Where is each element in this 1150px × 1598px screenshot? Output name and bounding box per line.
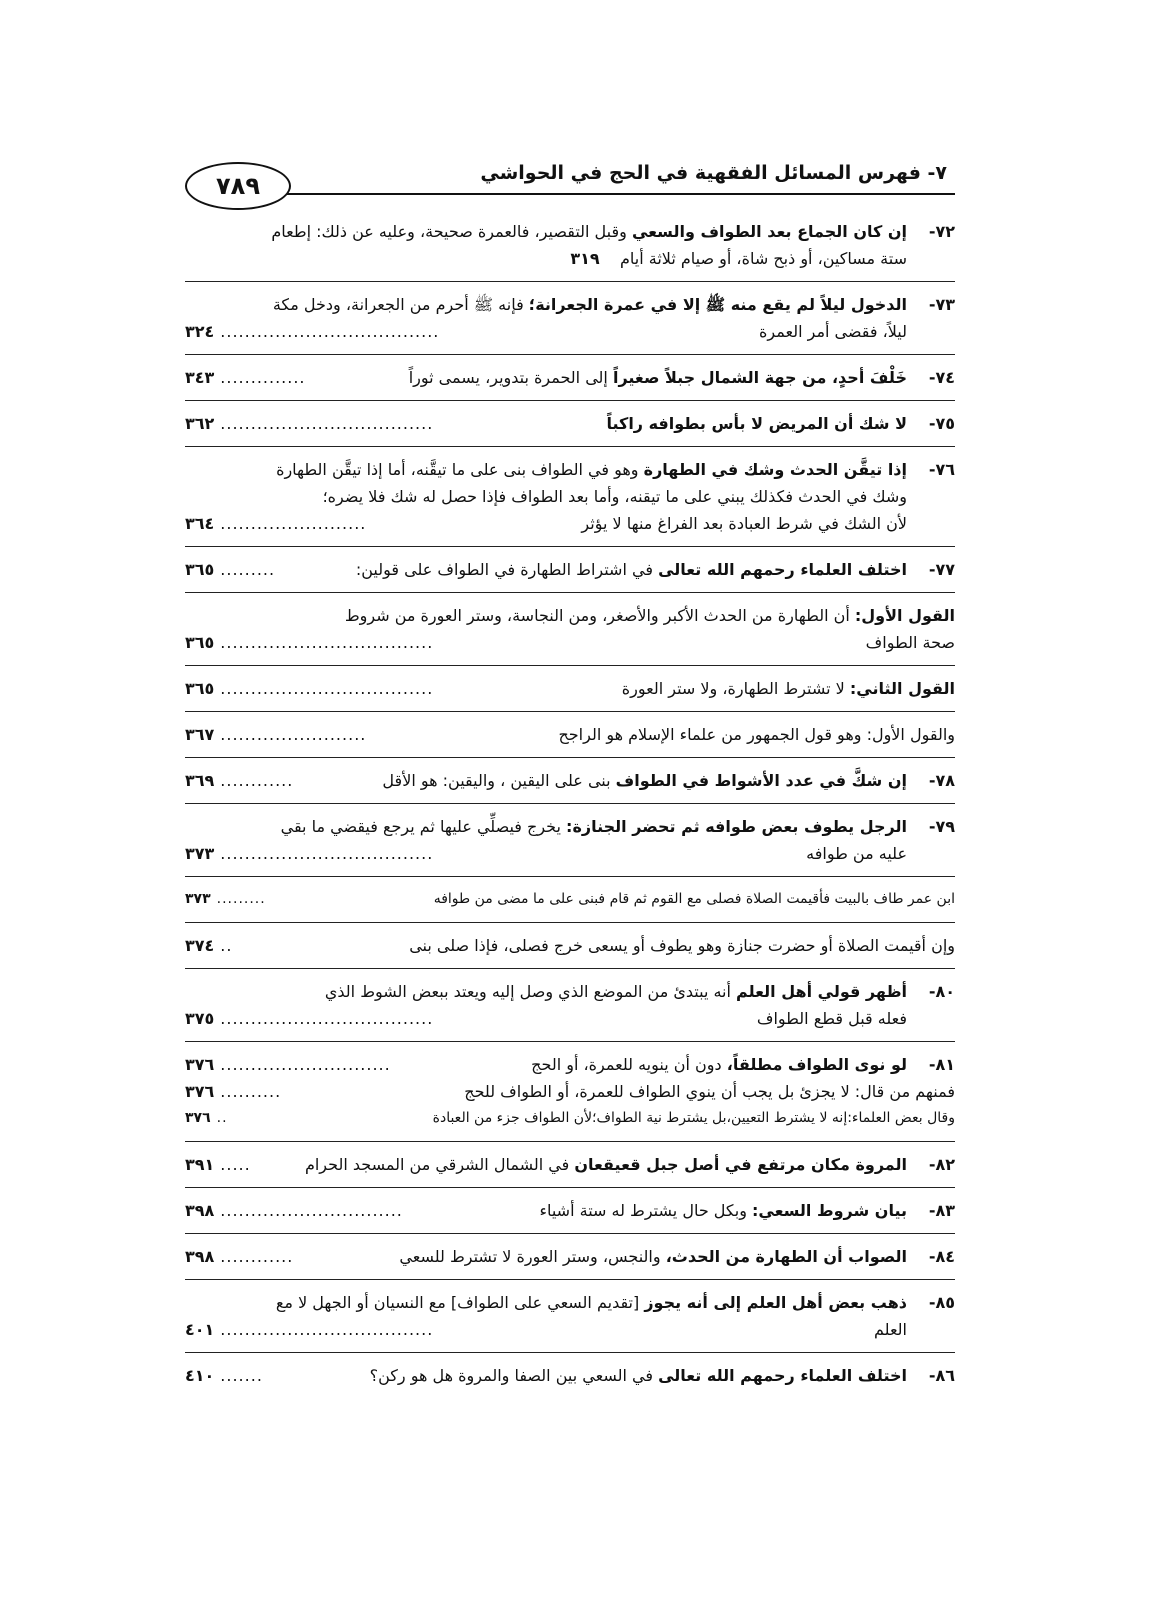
entry-number: ٨٥- — [928, 1293, 955, 1312]
index-entry-84 — [185, 1243, 955, 1270]
entry-text: العلم — [874, 1320, 907, 1339]
index-entry-86 — [185, 1362, 955, 1389]
entry-text: بنى على اليقين ، واليقين: هو الأقل — [382, 771, 616, 790]
entry-text: وإن أقيمت الصلاة أو حضرت جنازة وهو يطوف أو يسعى خرج فصلى، فإذا صلى بنى — [409, 936, 955, 955]
entry-text: أنه يبتدئ من الموضع الذي وصل إليه ويعتد ببعض الشوط الذي — [324, 982, 737, 1001]
entry-page-ref: ٣٧٦ — [185, 1055, 215, 1074]
entry-divider — [185, 968, 955, 969]
entry-bold-text: لا شك أن المريض لا بأس بطوافه راكباً — [606, 414, 907, 433]
entry-bold-text: اختلف العلماء رحمهم الله تعالى — [658, 1366, 907, 1385]
leader-dots: ................................... — [220, 1009, 434, 1028]
entry-page-ref: ٣٦٧ — [185, 725, 215, 744]
entry-text: أن الطهارة من الحدث الأكبر والأصغر، ومن النجاسة، وستر العورة من شروط — [344, 606, 855, 625]
entry-text: في اشتراط الطهارة في الطواف على قولين: — [355, 560, 659, 579]
leader-dots: .............................. — [220, 1201, 403, 1220]
leader-dots: .............. — [220, 368, 306, 387]
entry-number: ٨٢- — [928, 1155, 955, 1174]
entry-divider — [185, 400, 955, 401]
index-entry-82 — [185, 1151, 955, 1178]
index-entry-81 — [185, 1051, 955, 1078]
entry-bold-text: خَلْفَ أحدٍ، من جهة الشمال جبلاً صغيراً — [612, 368, 907, 387]
entry-divider — [185, 1141, 955, 1142]
entry-divider — [185, 876, 955, 877]
leader-dots: ......... — [220, 560, 276, 579]
entry-text: [تقديم السعي على الطواف] مع النسيان أو الجهل لا مع — [275, 1293, 645, 1312]
entry-bold-text: المروة مكان مرتفع في أصل جبل قعيقعان — [574, 1155, 907, 1174]
entry-text: في الشمال الشرقي من المسجد الحرام — [304, 1155, 575, 1174]
index-subentry-second-opinion — [185, 675, 955, 702]
entry-number: ٧٥- — [928, 414, 955, 433]
entry-text: في السعي بين الصفا والمروة هل هو ركن؟ — [369, 1366, 659, 1385]
entry-bold-text: لو نوى الطواف مطلقاً، — [726, 1055, 907, 1074]
entry-text: صحة الطواف — [865, 633, 955, 652]
entry-number: ٨٠- — [928, 982, 955, 1001]
entry-page-ref: ٣٦٥ — [185, 679, 215, 698]
entry-page-ref: ٣٧٤ — [185, 936, 215, 955]
entry-text: وقال بعض العلماء:إنه لا يشترط التعيين،بل يشترط نية الطواف؛لأن الطواف جزء من العبادة — [432, 1110, 955, 1126]
entry-page-ref: ٣٦٥ — [185, 633, 215, 652]
entry-page-ref: ٣٩١ — [185, 1155, 215, 1174]
entry-divider — [185, 711, 955, 712]
entry-page-ref: ٤١٠ — [185, 1366, 215, 1385]
leader-dots: ............ — [220, 1247, 294, 1266]
entry-page-ref: ٣٧٣ — [185, 844, 215, 863]
entry-divider — [185, 803, 955, 804]
entry-text: فإنه ﷺ أحرم من الجعرانة، ودخل مكة — [272, 295, 529, 314]
entry-page-ref: ٣٢٤ — [185, 322, 215, 341]
entry-bold-text: إن كان الجماع بعد الطواف والسعي — [631, 222, 907, 241]
leader-dots: ............ — [220, 771, 294, 790]
entry-text: وقبل التقصير، فالعمرة صحيحة، وعليه عن ذلك: إطعام — [271, 222, 632, 241]
entry-page-ref: ٣٧٦ — [185, 1082, 215, 1101]
entry-text: وشك في الحدث فكذلك يبني على ما تيقنه، وأما بعد الطواف فإذا حصل له شك فلا يضره؛ — [322, 487, 907, 506]
leader-dots: .......... — [220, 1082, 282, 1101]
index-subentry-prayer-during-tawaf — [185, 932, 955, 959]
index-entry-77 — [185, 556, 955, 583]
index-entry-85 — [185, 1289, 955, 1343]
entry-number: ٧٣- — [928, 295, 955, 314]
leader-dots: ................................... — [220, 633, 434, 652]
entry-divider — [185, 446, 955, 447]
entry-text: وبكل حال يشترط له ستة أشياء — [539, 1201, 753, 1220]
entry-page-ref: ٣٩٨ — [185, 1201, 215, 1220]
entry-divider — [185, 757, 955, 758]
entry-page-ref: ٤٠١ — [185, 1320, 215, 1339]
entry-number: ٧٢- — [928, 222, 955, 241]
leader-dots: ........................ — [220, 514, 367, 533]
page-number-badge: ٧٨٩ — [185, 162, 291, 210]
entry-number: ٧٩- — [928, 817, 955, 836]
leader-dots: ................................... — [220, 414, 434, 433]
entry-page-ref: ٣٦٥ — [185, 560, 215, 579]
entry-divider — [185, 1041, 955, 1042]
entry-divider — [185, 665, 955, 666]
index-entry-79 — [185, 813, 955, 867]
entry-page-ref: ٣٩٨ — [185, 1247, 215, 1266]
entry-bold-text: إن شكَّ في عدد الأشواط في الطواف — [615, 771, 907, 790]
index-subentry-intention — [185, 1105, 955, 1132]
index-entry-76 — [185, 456, 955, 537]
index-entry-72 — [185, 218, 955, 272]
entry-number: ٨١- — [928, 1055, 955, 1074]
leader-dots: ................................... — [220, 1320, 434, 1339]
leader-dots: ........................ — [220, 725, 367, 744]
leader-dots: .. — [220, 936, 233, 955]
entry-text: والقول الأول: وهو قول الجمهور من علماء الإسلام هو الراجح — [558, 725, 955, 744]
entry-text: ليلاً، فقضى أمر العمرة — [759, 322, 907, 341]
entry-number: ٨٦- — [928, 1366, 955, 1385]
leader-dots: ............................ — [220, 1055, 391, 1074]
index-entry-74 — [185, 364, 955, 391]
entry-bold-text: اختلف العلماء رحمهم الله تعالى — [658, 560, 907, 579]
entry-text: فعله قبل قطع الطواف — [756, 1009, 907, 1028]
entry-bold-text: إذا تيقَّن الحدث وشك في الطهارة — [643, 460, 907, 479]
leader-dots: .................................... — [220, 322, 440, 341]
entry-text: ستة مساكين، أو ذبح شاة، أو صيام ثلاثة أيام — [620, 249, 907, 268]
entry-divider — [185, 281, 955, 282]
entry-page-ref: ٣٦٢ — [185, 414, 215, 433]
entry-text: ابن عمر طاف بالبيت فأقيمت الصلاة فصلى مع القوم ثم قام فبنى على ما مضى من طوافه — [433, 891, 955, 907]
entry-bold-text: ذهب بعض أهل العلم إلى أنه يجوز — [644, 1293, 907, 1312]
page-header — [185, 148, 955, 210]
index-entry-78 — [185, 767, 955, 794]
entry-divider — [185, 1233, 955, 1234]
entry-page-ref: ٣٦٤ — [185, 514, 215, 533]
index-subentry-preferred-opinion — [185, 721, 955, 748]
index-entries — [185, 218, 955, 1389]
entry-text: فمنهم من قال: لا يجزئ بل يجب أن ينوي الطواف للعمرة، أو الطواف للحج — [464, 1082, 955, 1101]
entry-number: ٧٦- — [928, 460, 955, 479]
leader-dots: ................................... — [220, 844, 434, 863]
entry-text: لأن الشك في شرط العبادة بعد الفراغ منها لا يؤثر — [581, 514, 907, 533]
entry-divider — [185, 354, 955, 355]
entry-bold-text: القول الأول: — [854, 606, 955, 625]
index-entry-75 — [185, 410, 955, 437]
index-subentry-ibn-umar — [185, 886, 955, 913]
entry-page-ref: ٣٦٩ — [185, 771, 215, 790]
entry-text: يخرج فيصلِّي عليها ثم يرجع فيقضي ما بقي — [280, 817, 567, 836]
entry-page-ref: ٣٤٣ — [185, 368, 215, 387]
entry-text: إلى الحمرة بتدوير، يسمى ثوراً — [408, 368, 613, 387]
entry-text: والنجس، وستر العورة لا تشترط للسعي — [399, 1247, 666, 1266]
index-entry-73 — [185, 291, 955, 345]
entry-divider — [185, 1279, 955, 1280]
entry-bold-text: أظهر قولي أهل العلم — [736, 982, 907, 1001]
document-page — [185, 148, 955, 1389]
entry-number: ٧٤- — [928, 368, 955, 387]
entry-bold-text: الصواب أن الطهارة من الحدث، — [665, 1247, 907, 1266]
entry-bold-text: الرجل يطوف بعض طوافه ثم تحضر الجنازة: — [566, 817, 907, 836]
entry-number: ٧٧- — [928, 560, 955, 579]
entry-page-ref: ٣٧٣ — [185, 891, 211, 907]
leader-dots: ......... — [216, 891, 266, 907]
entry-page-ref: ٣١٩ — [570, 249, 600, 268]
entry-number: ٧٨- — [928, 771, 955, 790]
entry-text: لا تشترط الطهارة، ولا ستر العورة — [621, 679, 850, 698]
leader-dots: ..... — [220, 1155, 251, 1174]
index-subentry-first-opinion — [185, 602, 955, 656]
index-subentry-not-sufficient — [185, 1078, 955, 1105]
leader-dots: .. — [216, 1110, 228, 1126]
entry-text: عليه من طوافه — [806, 844, 907, 863]
entry-number: ٨٤- — [928, 1247, 955, 1266]
index-entry-83 — [185, 1197, 955, 1224]
entry-bold-text: بيان شروط السعي: — [752, 1201, 907, 1220]
entry-page-ref: ٣٧٦ — [185, 1110, 211, 1126]
entry-divider — [185, 922, 955, 923]
entry-text: وهو في الطواف بنى على ما تيقَّنه، أما إذا تيقَّن الطهارة — [276, 460, 644, 479]
entry-bold-text: القول الثاني: — [849, 679, 955, 698]
entry-number: ٨٣- — [928, 1201, 955, 1220]
entry-divider — [185, 546, 955, 547]
page-header-title: ٧- فهرس المسائل الفقهية في الحج في الحواشي — [480, 162, 947, 184]
entry-text: دون أن ينويه للعمرة، أو الحج — [531, 1055, 727, 1074]
index-entry-80 — [185, 978, 955, 1032]
leader-dots: ....... — [220, 1366, 263, 1385]
entry-divider — [185, 1187, 955, 1188]
header-rule — [275, 193, 955, 195]
entry-bold-text: الدخول ليلاً لم يقع منه ﷺ إلا في عمرة الجعرانة؛ — [528, 295, 907, 314]
entry-divider — [185, 592, 955, 593]
entry-page-ref: ٣٧٥ — [185, 1009, 215, 1028]
entry-divider — [185, 1352, 955, 1353]
leader-dots: ................................... — [220, 679, 434, 698]
